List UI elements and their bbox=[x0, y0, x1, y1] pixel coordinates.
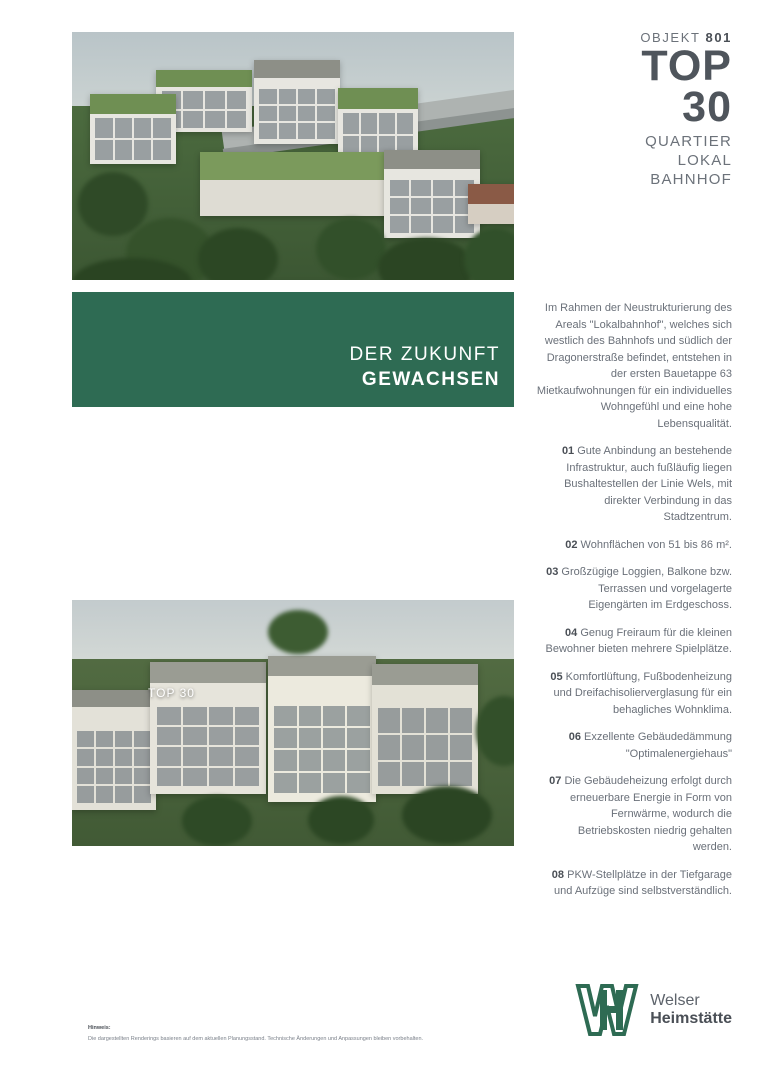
feature-item bbox=[536, 564, 732, 614]
footer-note-text: Die dargestellten Renderings basieren auf dem aktuellen Planungsstand. Technische Änderungen und Anpassungen bleiben vorbehalten. bbox=[88, 1035, 424, 1042]
image-tree bbox=[308, 796, 374, 844]
feature-text: PKW-Stellplätze in der Tiefgarage und Aufzüge sind selbstverständlich. bbox=[554, 868, 732, 897]
claim-line-2: GEWACHSEN bbox=[361, 369, 500, 391]
company-logo bbox=[574, 982, 732, 1038]
feature-copy-column bbox=[536, 300, 732, 911]
image-house bbox=[468, 184, 514, 224]
feature-number: 02 bbox=[565, 538, 578, 551]
image-tree bbox=[78, 172, 148, 236]
image-flat-roof bbox=[150, 662, 266, 683]
feature-item bbox=[536, 443, 732, 526]
image-windows bbox=[274, 706, 369, 794]
image-building bbox=[200, 152, 390, 216]
rendering-image-top bbox=[72, 32, 514, 280]
image-green-roof bbox=[200, 152, 390, 180]
image-building bbox=[254, 60, 340, 144]
feature-text: Großzügige Loggien, Balkone bzw. Terrassen und vorgelagerte Eigengärten im Erdgeschoss. bbox=[561, 566, 732, 611]
feature-number: 08 bbox=[551, 868, 565, 881]
image-tile-roof bbox=[468, 184, 514, 204]
project-line-2: LOKAL bbox=[677, 152, 732, 170]
image-flat-roof bbox=[372, 664, 478, 685]
image-green-roof bbox=[90, 94, 176, 114]
feature-number: 07 bbox=[549, 775, 562, 787]
image-tree bbox=[182, 796, 252, 846]
image-building bbox=[72, 690, 156, 810]
feature-item bbox=[536, 537, 732, 554]
logo-wordmark bbox=[650, 992, 732, 1028]
image-windows bbox=[95, 118, 171, 160]
feature-item bbox=[536, 625, 732, 658]
project-line-3: BAHNHOF bbox=[650, 170, 732, 188]
feature-number: 06 bbox=[568, 731, 581, 743]
footer-note-title: Hinweis: bbox=[88, 1025, 111, 1032]
image-tree bbox=[268, 610, 328, 654]
feature-text: Exzellente Gebäudedämmung "Optimalenergiehaus" bbox=[584, 731, 732, 760]
image-top30-marker: TOP 30 bbox=[148, 686, 195, 700]
title-block bbox=[532, 30, 732, 190]
image-green-roof bbox=[338, 88, 418, 109]
image-windows bbox=[157, 707, 259, 786]
feature-text: Die Gebäudeheizung erfolgt durch erneuerbare Energie in Form von Fernwärme, wodurch die Betriebskosten niedrig gehalten werden. bbox=[564, 775, 732, 853]
top-word: TOP bbox=[641, 42, 732, 90]
image-tree bbox=[316, 218, 386, 280]
rendering-image-bottom bbox=[72, 600, 514, 846]
image-green-roof bbox=[156, 70, 252, 87]
claim-line-1: DER ZUKUNFT bbox=[349, 343, 500, 365]
welser-heimstaette-wh-logo-icon bbox=[574, 982, 640, 1038]
image-building bbox=[384, 150, 480, 238]
image-flat-roof bbox=[268, 656, 376, 676]
logo-line-1: Welser bbox=[650, 992, 700, 1010]
project-line-1: QUARTIER bbox=[645, 133, 732, 151]
image-building bbox=[90, 94, 176, 164]
logo-line-2: Heimstätte bbox=[650, 1010, 732, 1027]
feature-text: Wohnflächen von 51 bis 86 m². bbox=[580, 538, 732, 551]
image-windows bbox=[77, 731, 151, 803]
feature-item bbox=[536, 669, 732, 719]
intro-paragraph: Im Rahmen der Neustrukturierung des Areals "Lokalbahnhof", welches sich westlich des Bahnhofs und südlich der Dragonerstraße befindet, entstehen in der ersten Bauetappe 63 Mietkaufwohnungen für ein individuelles Wohngefühl und eine hohe Lebensqualität. bbox=[536, 302, 732, 430]
top-number: 30 bbox=[682, 82, 732, 131]
feature-number: 01 bbox=[561, 445, 575, 457]
image-building bbox=[268, 656, 376, 802]
feature-item bbox=[536, 867, 732, 900]
image-windows bbox=[259, 89, 335, 139]
image-flat-roof bbox=[72, 690, 156, 707]
feature-number: 03 bbox=[546, 566, 559, 578]
image-flat-roof bbox=[254, 60, 340, 78]
footer-note bbox=[88, 1024, 518, 1044]
claim-banner bbox=[72, 292, 514, 407]
feature-number: 05 bbox=[550, 670, 563, 683]
feature-number: 04 bbox=[565, 626, 578, 639]
image-building bbox=[150, 662, 266, 794]
image-flat-roof bbox=[384, 150, 480, 169]
feature-text: Genug Freiraum für die kleinen Bewohner bieten mehrere Spielplätze. bbox=[545, 626, 732, 655]
feature-text: Gute Anbindung an bestehende Infrastruktur, auch fußläufig liegen Bushaltestellen der Linie Wels, mit direkter Verbindung in das Stadtzentrum. bbox=[564, 445, 732, 523]
image-windows bbox=[378, 708, 471, 786]
feature-text: Komfortlüftung, Fußbodenheizung und Dreifachisolierverglasung für ein behagliches Wohnklima. bbox=[553, 670, 732, 716]
objekt-number: 801 bbox=[705, 30, 732, 45]
image-windows bbox=[390, 180, 475, 233]
objekt-label: OBJEKT bbox=[640, 30, 701, 45]
image-building bbox=[372, 664, 478, 794]
feature-item bbox=[536, 773, 732, 856]
feature-item bbox=[536, 729, 732, 762]
image-tree bbox=[402, 786, 492, 844]
